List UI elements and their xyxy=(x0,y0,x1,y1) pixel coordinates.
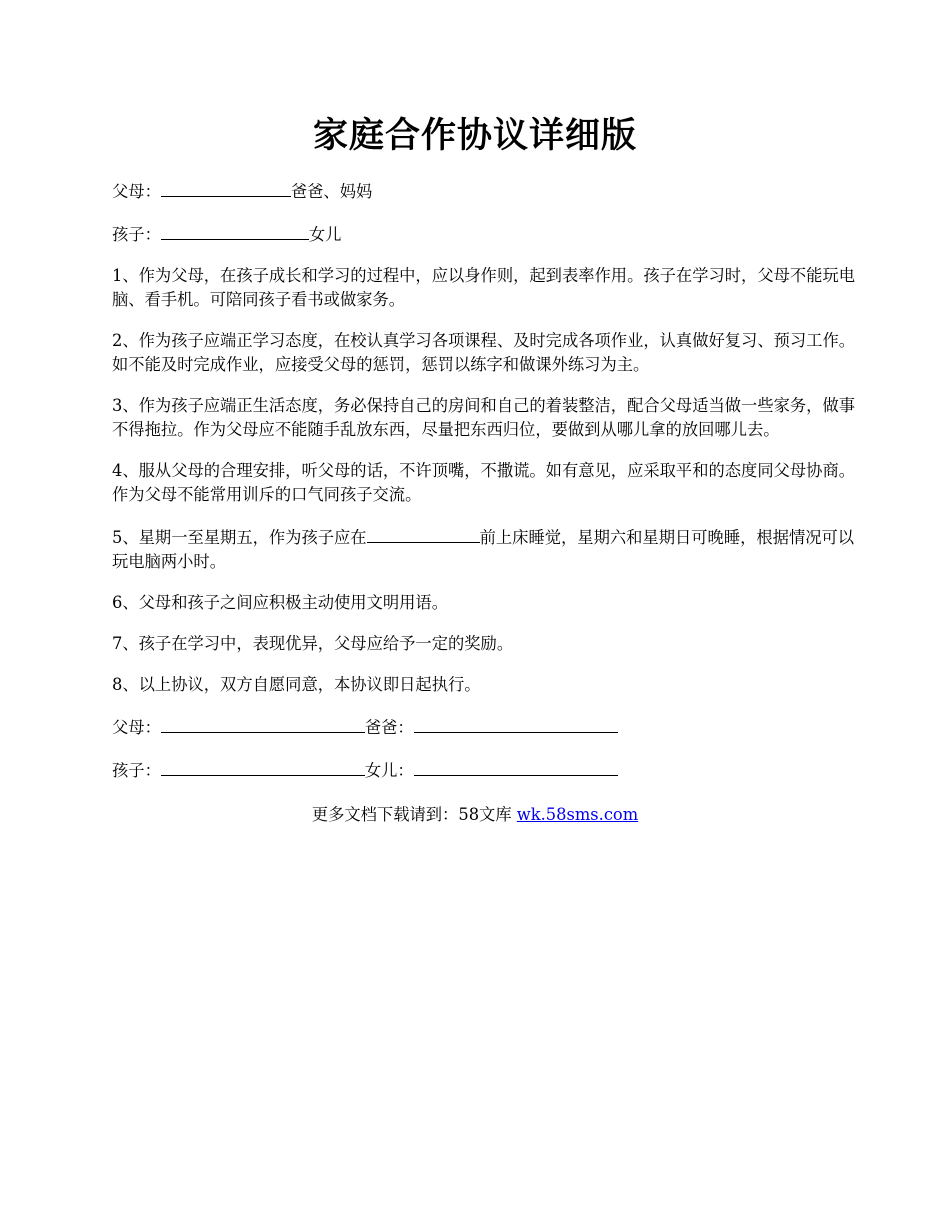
clause-4: 4、服从父母的合理安排，听父母的话，不许顶嘴，不撒谎。如有意见，应采取平和的态度同父母协商。作为父母不能常用训斥的口气同孩子交流。 xyxy=(112,461,856,504)
clause-3: 3、作为孩子应端正生活态度，务必保持自己的房间和自己的着装整洁，配合父母适当做一些家务，做事不得拖拉。作为父母应不能随手乱放东西，尽量把东西归位，要做到从哪儿拿的放回哪儿去。 xyxy=(112,396,856,439)
clause-2: 2、作为孩子应端正学习态度，在校认真学习各项课程、及时完成各项作业，认真做好复习、预习工作。如不能及时完成作业，应接受父母的惩罚，惩罚以练字和做课外练习为主。 xyxy=(112,331,856,374)
parent-line xyxy=(112,178,860,204)
signature-parent-label: 父母： xyxy=(112,718,161,737)
clause-5-before: 5、星期一至星期五，作为孩子应在 xyxy=(112,528,367,547)
parent-label: 父母： xyxy=(112,182,161,201)
download-footer xyxy=(0,803,950,827)
clause-7: 7、孩子在学习中，表现优异，父母应给予一定的奖励。 xyxy=(112,634,514,653)
signature-dad-blank xyxy=(414,714,618,733)
clause-8: 8、以上协议，双方自愿同意，本协议即日起执行。 xyxy=(112,675,481,694)
child-suffix: 女儿 xyxy=(308,225,342,244)
clause-1: 1、作为父母，在孩子成长和学习的过程中，应以身作则，起到表率作用。孩子在学习时，父母不能玩电脑、看手机。可陪同孩子看书或做家务。 xyxy=(112,266,856,309)
clause-6: 6、父母和孩子之间应积极主动使用文明用语。 xyxy=(112,593,448,612)
parent-name-blank xyxy=(161,178,291,197)
document-title: 家庭合作协议详细版 xyxy=(312,115,637,156)
child-label: 孩子： xyxy=(112,225,161,244)
signature-dad-label: 爸爸： xyxy=(364,718,414,737)
parent-suffix: 爸爸、妈妈 xyxy=(290,182,373,201)
document-body xyxy=(112,178,860,800)
signature-child-blank xyxy=(161,757,365,776)
signature-line-parent xyxy=(112,714,860,740)
child-line xyxy=(112,221,860,247)
signature-daughter-blank xyxy=(414,757,618,776)
footer-text: 更多文档下载请到：58文库 xyxy=(311,805,517,824)
signature-daughter-label: 女儿： xyxy=(364,761,414,780)
child-name-blank xyxy=(161,221,309,240)
signature-line-child xyxy=(112,757,860,783)
signature-parent-blank xyxy=(161,714,365,733)
bedtime-blank xyxy=(367,524,480,543)
clause-5-after: 前上床睡觉，星期六和星期日可晚睡，根据情况可以玩电脑两小时。 xyxy=(112,528,855,571)
clause-5 xyxy=(112,524,860,574)
signature-child-label: 孩子： xyxy=(112,761,161,780)
footer-link[interactable]: wk.58sms.com xyxy=(516,805,639,824)
